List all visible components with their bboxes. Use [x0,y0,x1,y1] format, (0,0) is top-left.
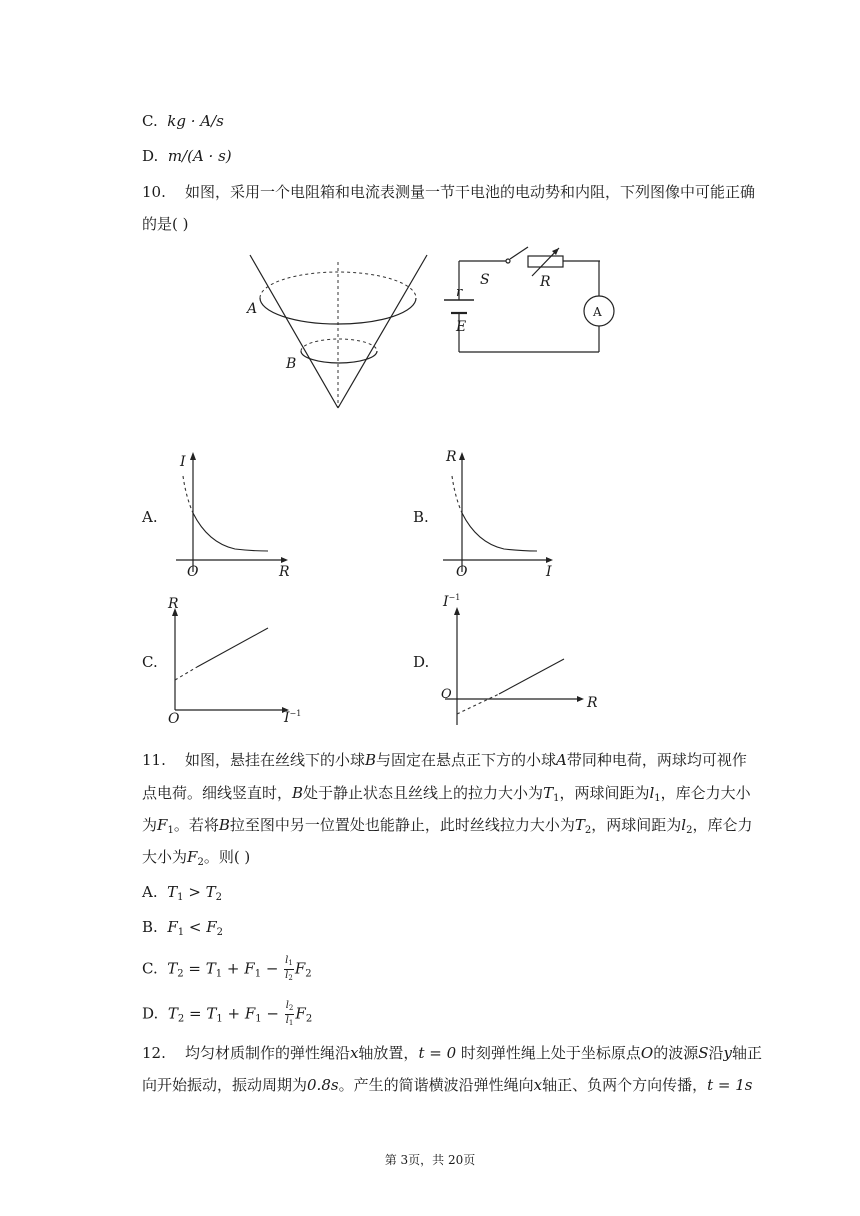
label-r-rheostat: R [540,274,551,290]
graph-d-origin: O [441,687,452,702]
graph-a-origin: O [187,564,199,580]
q11-stem-line2: 点电荷。细线竖直时，B处于静止状态且丝线上的拉力大小为$T_1$，两球间距为$l_1$，库仑力大小 [142,784,751,804]
graph-d-dashed [457,694,499,714]
graph-c-x-label: $I^{-1}$ [284,709,302,726]
label-a: A [247,301,258,317]
label-b: B [286,356,297,372]
graph-d-x-label: R [587,695,598,711]
graph-a-curve [193,513,268,551]
graph-b-curve [462,513,537,551]
graph-b-dashed [452,476,462,513]
graph-b-y-label: R [446,449,457,465]
q9-option-c: C. kg · A/s [142,112,224,130]
graph-c-origin: O [168,711,180,727]
q10-number: 10. [142,183,166,201]
q10-option-b-label: B. [413,508,429,526]
graph-b [443,452,553,572]
q11-stem-line3: 为$F_1$。若将B拉至图中另一位置处也能静止，此时丝线拉力大小为$T_2$，两球间距为$l_2$，库仑力 [142,816,753,836]
fraction-l2-over-l1: $\frac{l_2}{l_1}$ [285,1000,294,1027]
graph-a-x-label: R [279,564,290,580]
q11-stem-line1: 11. 如图，悬挂在丝线下的小球B与固定在悬点正下方的小球A带同种电荷，两球均可视作 [142,751,747,769]
q10-option-a-label: A. [142,508,158,526]
q11-option-d: D. $T_2 = T_1 + F_1$ − $\frac{l_2}{l_1}$ $F_2$ [142,1000,313,1027]
graph-d [445,607,584,725]
label-s: S [480,272,490,288]
q11-option-c: C. $T_2 = T_1 + F_1$ − $\frac{l_1}{l_2}$ $F_2$ [142,955,312,982]
graph-d-line [499,659,564,694]
fraction-l1-over-l2: $\frac{l_1}{l_2}$ [285,955,293,982]
ammeter-label: A [593,305,602,319]
ellipse-b-back [301,339,377,351]
switch-blade [510,247,528,259]
q12-number: 12. [142,1044,166,1062]
q11-stem-line4: 大小为$F_2$。则( ) [142,848,251,868]
graph-a-y-label: I [180,454,186,470]
q11-option-a: A. $T_1 > T_2$ [142,883,223,903]
q10-stem-line2: 的是( ) [142,215,189,233]
q9-option-d: D. m/(A · s) [142,147,232,165]
q10-stem-line1: 10. 如图，采用一个电阻箱和电流表测量一节干电池的电动势和内阻，下列图像中可能正确 [142,183,755,201]
label-r-internal: r [456,285,463,300]
graph-c [172,608,289,713]
graph-b-x-label: I [546,564,552,580]
label-e: E [456,319,467,335]
cone-left-edge [250,255,338,408]
q12-stem-line1: 12. 均匀材质制作的弹性绳沿x轴放置，t = 0 时刻弹性绳上处于坐标原点O的波源S沿y轴正 [142,1044,763,1062]
switch-pivot [506,259,510,263]
graph-a-dashed [183,476,193,513]
q12-stem-line2: 向开始振动，振动周期为0.8s。产生的简谐横波沿弹性绳向x轴正、负两个方向传播，t = 1s [142,1076,753,1094]
cone-right-edge [338,255,427,408]
graph-c-line [197,628,268,667]
graph-a [176,452,288,572]
page-footer: 第 3页，共 20页 [384,1153,476,1167]
graph-b-origin: O [456,564,468,580]
graph-c-y-label: R [168,596,179,612]
q10-option-c-label: C. [142,653,158,671]
q11-number: 11. [142,751,166,769]
graph-c-dashed [175,667,197,680]
q10-option-d-label: D. [413,653,430,671]
circuit-diagram [444,247,614,352]
graph-d-y-label: $I^{-1}$ [443,593,461,610]
q11-option-b: B. $F_1 < F_2$ [142,918,224,938]
